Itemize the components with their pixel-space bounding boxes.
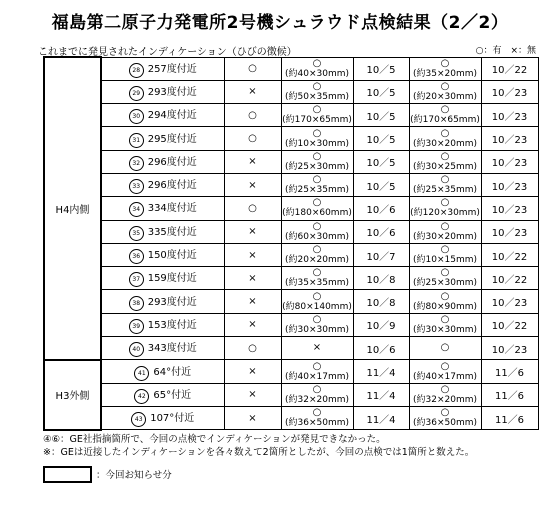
note-ge-count: ※：GEは近接したインディケーションを各々数えて2箇所としたが、今回の点検では1箇所と数えた。	[43, 447, 475, 458]
second-result	[409, 313, 481, 336]
second-date: 11／6	[481, 360, 538, 383]
first-result-symbol: ○	[312, 150, 322, 162]
second-result	[409, 127, 481, 150]
location: 107°付近	[150, 413, 195, 425]
ge-result: ×	[224, 267, 281, 290]
indication-number: 36	[129, 249, 144, 264]
first-result	[281, 220, 353, 243]
location-cell	[101, 197, 224, 220]
first-result	[281, 150, 353, 173]
first-result-symbol: ○	[312, 174, 322, 186]
first-result-size: (約60×30mm)	[284, 231, 349, 242]
second-result-size: (約30×30mm)	[412, 324, 477, 335]
first-result	[281, 243, 353, 266]
second-result-symbol: ○	[440, 244, 450, 256]
table-row	[44, 80, 538, 103]
group-label-h3-outer: H3外側	[44, 360, 101, 430]
location: 65°付近	[153, 389, 192, 401]
first-result-size: (約170×65mm)	[282, 115, 352, 126]
second-date: 10／22	[481, 243, 538, 266]
ge-result: ×	[224, 173, 281, 196]
location: 335度付近	[147, 226, 197, 238]
first-result	[281, 173, 353, 196]
symbol-legend: ○：有 ×：無	[475, 46, 536, 56]
location-cell	[101, 243, 224, 266]
location-cell	[101, 406, 224, 429]
second-result-size: (約20×30mm)	[412, 91, 477, 102]
second-result-symbol: ○	[440, 150, 450, 162]
first-date: 10／6	[353, 197, 409, 220]
table-row	[44, 243, 538, 266]
first-result	[281, 383, 353, 406]
first-result-symbol: ○	[312, 127, 322, 139]
first-result-size: (約80×140mm)	[282, 301, 352, 312]
indication-number: 35	[129, 226, 144, 241]
first-result	[281, 104, 353, 127]
first-result	[281, 267, 353, 290]
second-result-symbol: ○	[440, 407, 450, 419]
first-date: 10／5	[353, 127, 409, 150]
location: 293度付近	[147, 86, 197, 98]
indication-number: 30	[129, 109, 144, 124]
second-date: 10／23	[481, 290, 538, 313]
table-row	[44, 360, 538, 383]
first-result-symbol: ○	[312, 407, 322, 419]
second-result-size: (約25×35mm)	[412, 185, 477, 196]
second-date: 10／23	[481, 173, 538, 196]
second-result-size: (約30×20mm)	[412, 138, 477, 149]
indication-number: 29	[129, 86, 144, 101]
table-subtitle: これまでに発見されたインディケーション（ひびの徴候）	[38, 47, 297, 58]
second-result-size: (約25×30mm)	[412, 278, 477, 289]
first-result	[281, 337, 353, 360]
location: 293度付近	[147, 296, 197, 308]
second-result-size: (約40×17mm)	[412, 371, 477, 382]
second-result-size: (約32×20mm)	[412, 394, 477, 405]
table-row	[44, 406, 538, 429]
first-result	[281, 197, 353, 220]
first-result-size: (約35×35mm)	[284, 278, 349, 289]
location: 296度付近	[147, 180, 197, 192]
second-result-size: (約36×50mm)	[412, 418, 477, 429]
second-date: 11／6	[481, 406, 538, 429]
first-result-symbol: ○	[312, 383, 322, 395]
location-cell	[101, 104, 224, 127]
ge-result: ○	[224, 197, 281, 220]
second-date: 10／23	[481, 80, 538, 103]
second-result-symbol: ○	[440, 290, 450, 302]
first-result-size: (約50×35mm)	[284, 91, 349, 102]
first-result	[281, 127, 353, 150]
second-date: 11／6	[481, 383, 538, 406]
first-result-symbol: ×	[312, 342, 322, 354]
first-date: 10／8	[353, 290, 409, 313]
location: 153度付近	[147, 319, 197, 331]
table-row	[44, 150, 538, 173]
first-result-size: (約20×20mm)	[284, 255, 349, 266]
first-date: 11／4	[353, 360, 409, 383]
ge-result: ×	[224, 313, 281, 336]
second-result	[409, 337, 481, 360]
first-result-symbol: ○	[312, 220, 322, 232]
legend-bold-box-label: ：今回お知らせ分	[96, 470, 172, 481]
indication-number: 37	[129, 272, 144, 287]
location-cell	[101, 267, 224, 290]
second-date: 10／23	[481, 197, 538, 220]
first-result	[281, 57, 353, 80]
first-result	[281, 290, 353, 313]
first-date: 11／4	[353, 383, 409, 406]
location-cell	[101, 173, 224, 196]
table-row	[44, 57, 538, 80]
second-result-size: (約30×20mm)	[412, 231, 477, 242]
table-row	[44, 383, 538, 406]
second-result	[409, 80, 481, 103]
location: 343度付近	[147, 343, 197, 355]
second-result-size: (約30×25mm)	[412, 161, 477, 172]
second-result-symbol: ○	[440, 127, 450, 139]
location: 159度付近	[147, 273, 197, 285]
location: 64°付近	[153, 366, 192, 378]
first-date: 10／6	[353, 220, 409, 243]
second-result	[409, 173, 481, 196]
ge-result: ×	[224, 360, 281, 383]
location: 296度付近	[147, 156, 197, 168]
first-result-size: (約40×17mm)	[284, 371, 349, 382]
location-cell	[101, 290, 224, 313]
first-date: 10／5	[353, 150, 409, 173]
second-date: 10／23	[481, 127, 538, 150]
location-cell	[101, 313, 224, 336]
second-result	[409, 220, 481, 243]
location: 295度付近	[147, 133, 197, 145]
first-result	[281, 406, 353, 429]
first-date: 10／7	[353, 243, 409, 266]
location-cell	[101, 127, 224, 150]
second-result	[409, 104, 481, 127]
location-cell	[101, 383, 224, 406]
location-cell	[101, 80, 224, 103]
second-result-symbol: ○	[440, 80, 450, 92]
second-result-symbol: ○	[440, 220, 450, 232]
ge-result: ×	[224, 150, 281, 173]
second-result	[409, 243, 481, 266]
location: 150度付近	[147, 250, 197, 262]
second-result-symbol: ○	[440, 197, 450, 209]
table-row	[44, 313, 538, 336]
indication-number: 38	[129, 296, 144, 311]
second-result	[409, 267, 481, 290]
second-result-size: (約10×15mm)	[412, 255, 477, 266]
second-date: 10／23	[481, 104, 538, 127]
location: 334度付近	[147, 203, 197, 215]
table-row	[44, 197, 538, 220]
table-row	[44, 104, 538, 127]
location: 294度付近	[147, 110, 197, 122]
second-result	[409, 150, 481, 173]
location-cell	[101, 150, 224, 173]
first-result-size: (約25×35mm)	[284, 185, 349, 196]
first-result	[281, 313, 353, 336]
first-result-symbol: ○	[312, 360, 322, 372]
first-result-symbol: ○	[312, 290, 322, 302]
second-result-symbol: ○	[440, 360, 450, 372]
location-cell	[101, 360, 224, 383]
indication-number: 31	[129, 133, 144, 148]
indication-number: 34	[129, 202, 144, 217]
first-result-symbol: ○	[312, 313, 322, 325]
legend-bold-box	[43, 466, 92, 483]
ge-result: ×	[224, 406, 281, 429]
first-result-size: (約10×30mm)	[284, 138, 349, 149]
first-result	[281, 80, 353, 103]
ge-result: ×	[224, 80, 281, 103]
first-date: 10／5	[353, 104, 409, 127]
location-cell	[101, 337, 224, 360]
second-result-size: (約35×20mm)	[412, 68, 477, 79]
second-result-size: (約80×90mm)	[412, 301, 477, 312]
second-result-symbol: ○	[440, 104, 450, 116]
ge-result: ○	[224, 104, 281, 127]
second-result	[409, 290, 481, 313]
first-result-size: (約36×50mm)	[284, 418, 349, 429]
ge-result: ○	[224, 337, 281, 360]
indication-number: 32	[129, 156, 144, 171]
indication-number: 28	[129, 63, 144, 78]
indication-number: 33	[129, 179, 144, 194]
second-date: 10／22	[481, 57, 538, 80]
first-result-size: (約25×30mm)	[284, 161, 349, 172]
indication-number: 42	[134, 389, 149, 404]
second-result-symbol: ○	[440, 267, 450, 279]
table-row	[44, 337, 538, 360]
location-cell	[101, 57, 224, 80]
indication-number: 40	[129, 342, 144, 357]
first-date: 10／5	[353, 57, 409, 80]
first-date: 10／9	[353, 313, 409, 336]
first-date: 11／4	[353, 406, 409, 429]
first-result-symbol: ○	[312, 267, 322, 279]
page-title: 福島第二原子力発電所2号機シュラウド点検結果（2／2）	[51, 13, 509, 33]
second-result	[409, 360, 481, 383]
group-label-h4-inner: H4内側	[44, 57, 101, 360]
ge-result: ×	[224, 243, 281, 266]
second-result-symbol: ○	[440, 342, 450, 354]
indication-number: 41	[134, 366, 149, 381]
first-result-symbol: ○	[312, 197, 322, 209]
table-row	[44, 290, 538, 313]
second-date: 10／22	[481, 313, 538, 336]
first-date: 10／6	[353, 337, 409, 360]
first-result-size: (約30×30mm)	[284, 324, 349, 335]
first-date: 10／5	[353, 80, 409, 103]
ge-result: ○	[224, 127, 281, 150]
table-row	[44, 127, 538, 150]
ge-result: ×	[224, 290, 281, 313]
location: 257度付近	[147, 63, 197, 75]
second-date: 10／23	[481, 337, 538, 360]
first-result-symbol: ○	[312, 104, 322, 116]
table-row	[44, 173, 538, 196]
first-result-size: (約40×30mm)	[284, 68, 349, 79]
first-date: 10／8	[353, 267, 409, 290]
first-result-symbol: ○	[312, 244, 322, 256]
second-result	[409, 57, 481, 80]
ge-result: ×	[224, 220, 281, 243]
inspection-table	[43, 56, 539, 431]
ge-result: ×	[224, 383, 281, 406]
indication-number: 39	[129, 319, 144, 334]
second-result	[409, 197, 481, 220]
second-result-symbol: ○	[440, 174, 450, 186]
second-result-symbol: ○	[440, 57, 450, 69]
table-row	[44, 267, 538, 290]
second-result	[409, 406, 481, 429]
second-result-size: (約170×65mm)	[410, 115, 480, 126]
ge-result: ○	[224, 57, 281, 80]
first-result-symbol: ○	[312, 57, 322, 69]
first-date: 10／5	[353, 173, 409, 196]
first-result-size: (約180×60mm)	[282, 208, 352, 219]
second-date: 10／23	[481, 150, 538, 173]
table-row	[44, 220, 538, 243]
second-date: 10／22	[481, 267, 538, 290]
first-result-symbol: ○	[312, 80, 322, 92]
location-cell	[101, 220, 224, 243]
second-result	[409, 383, 481, 406]
second-result-symbol: ○	[440, 383, 450, 395]
indication-number: 43	[131, 412, 146, 427]
second-result-symbol: ○	[440, 313, 450, 325]
first-result	[281, 360, 353, 383]
first-result-size: (約32×20mm)	[284, 394, 349, 405]
second-result-size: (約120×30mm)	[410, 208, 480, 219]
note-ge-missing: ④⑥：GE社指摘箇所で、今回の点検でインディケーションが発見できなかった。	[43, 434, 386, 445]
second-date: 10／23	[481, 220, 538, 243]
